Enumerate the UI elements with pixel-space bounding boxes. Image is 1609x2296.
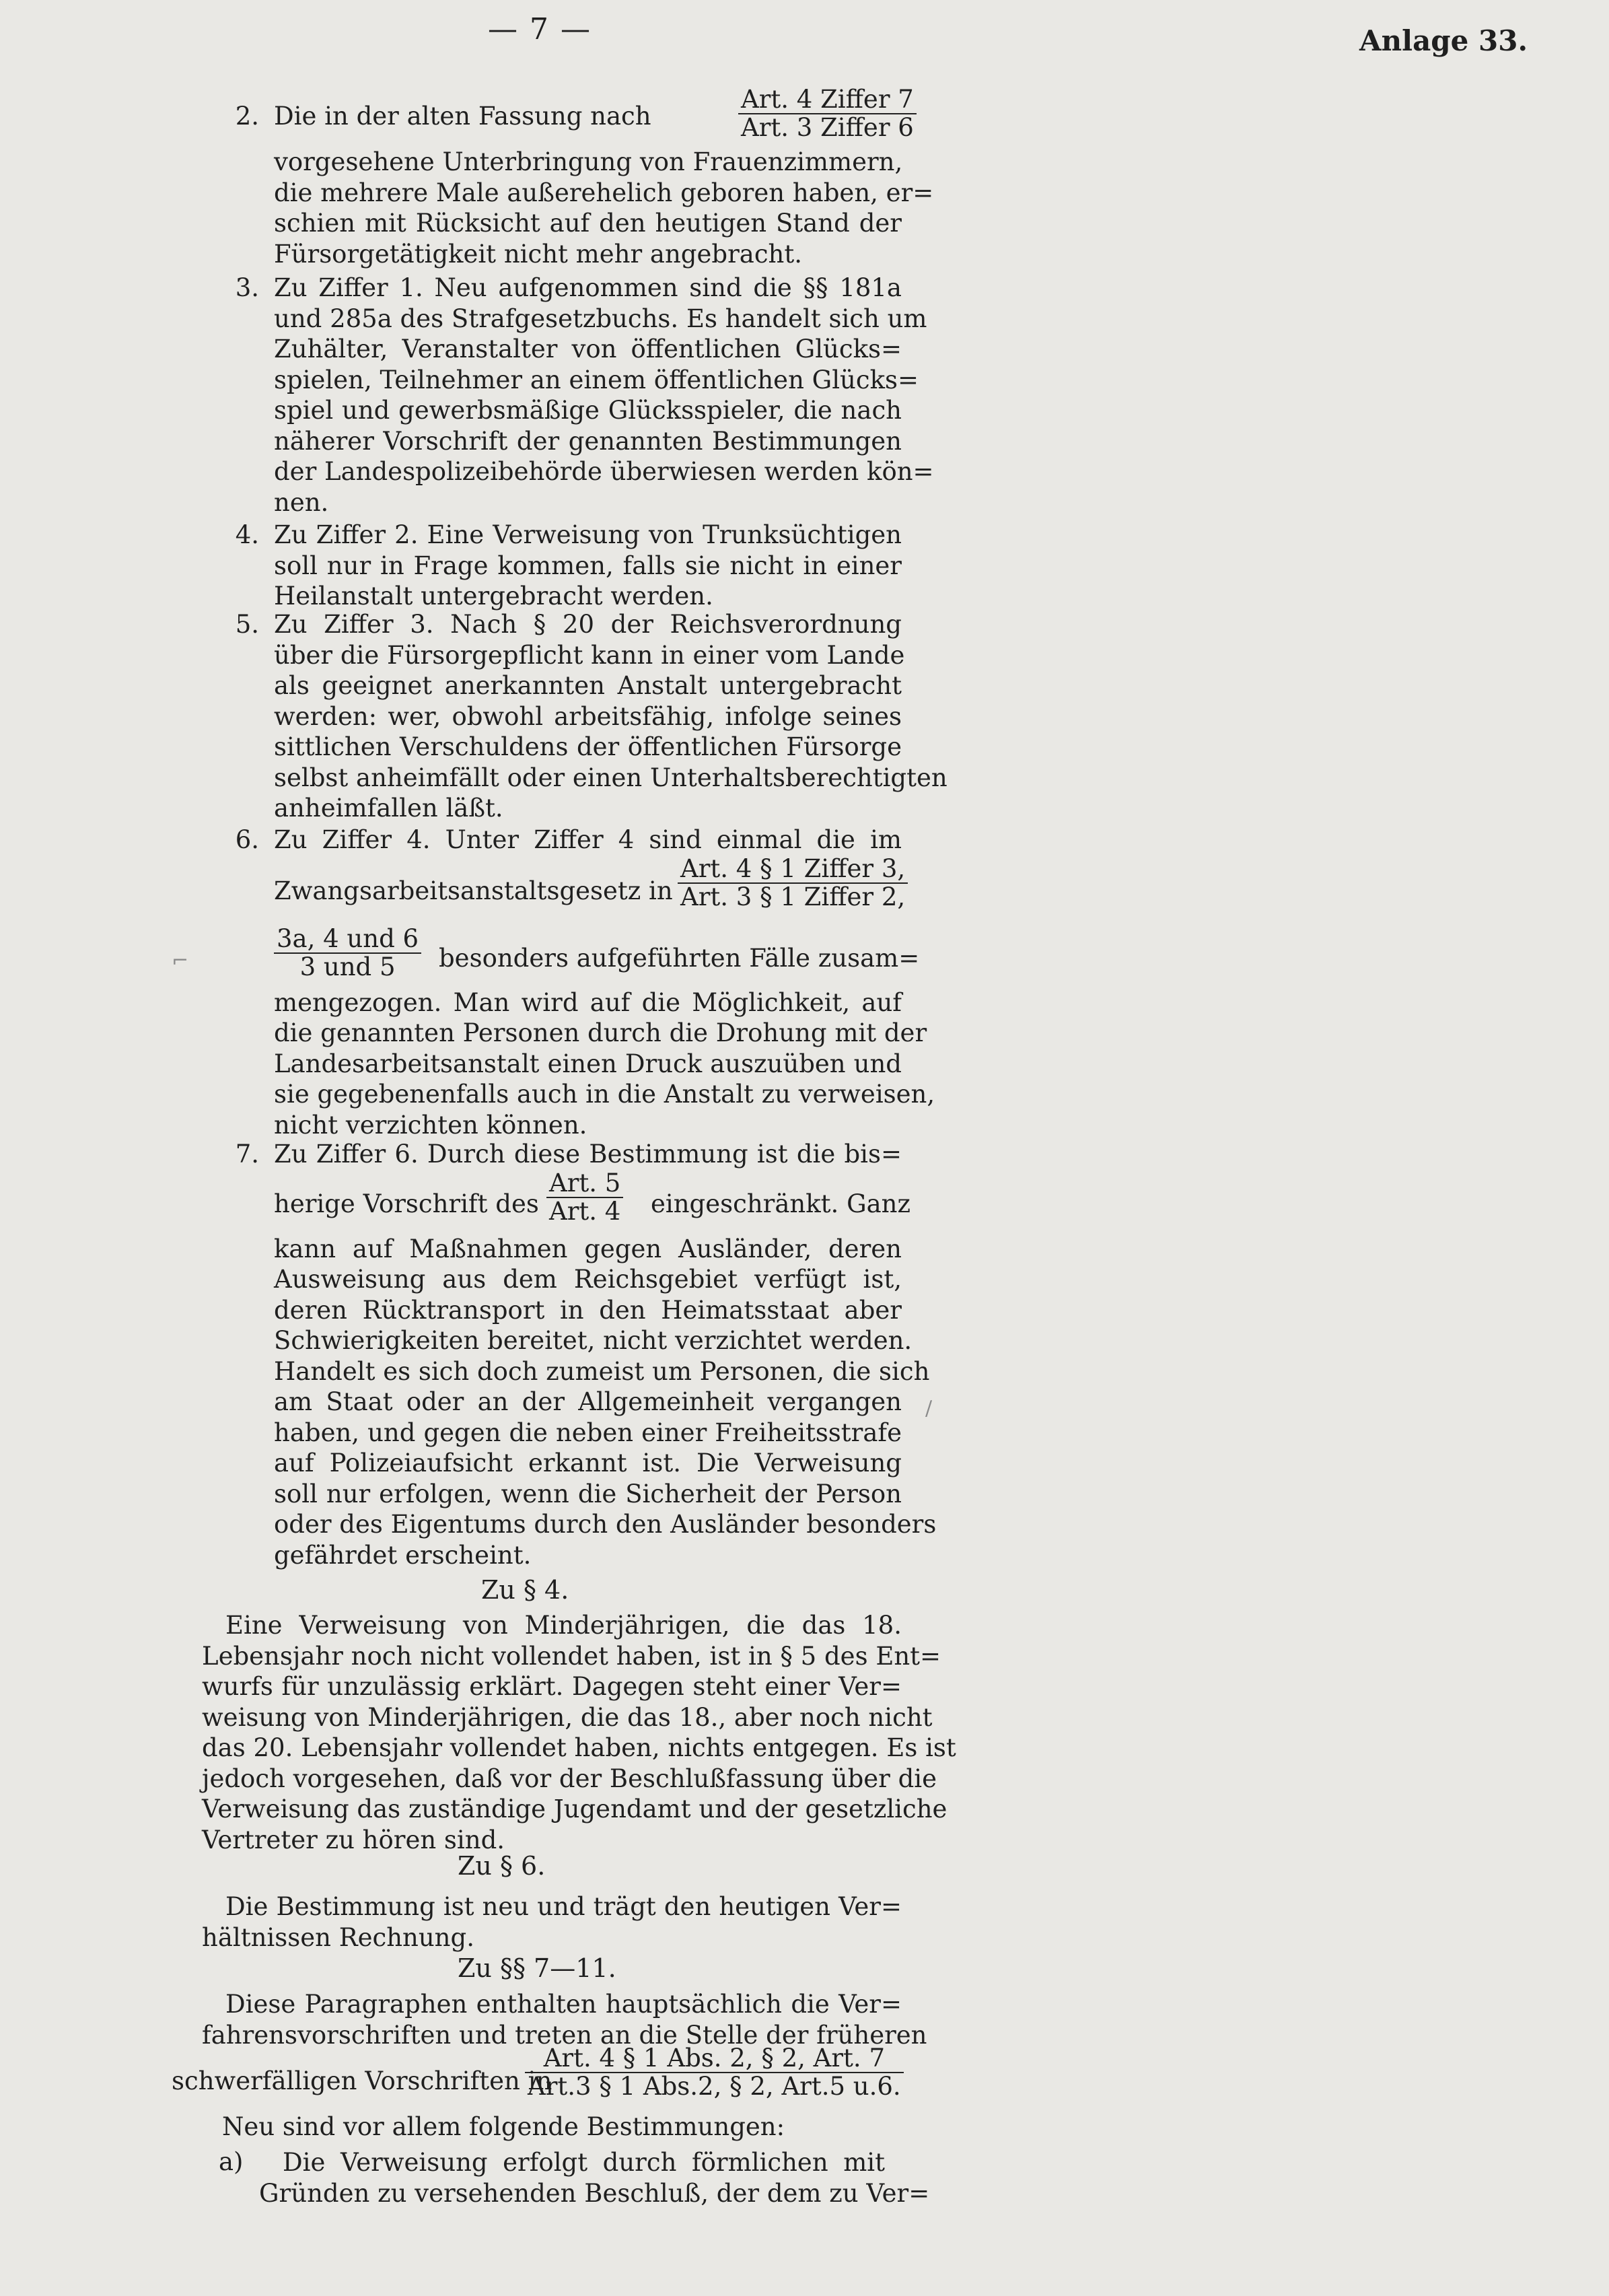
text-line: Vertreter zu hören sind. [202, 1825, 505, 1854]
text-line: Lebensjahr noch nicht vollendet haben, ist in § 5 des Ent= [202, 1641, 941, 1671]
text-line: Gründen zu versehenden Beschluß, der dem zu Ver= [259, 2178, 930, 2208]
text-line: Zuhälter, Veranstalter von öffentlichen Glücks= [274, 335, 902, 363]
text-line: vorgesehene Unterbringung von Frauenzimmern, [274, 147, 903, 176]
section-paragraph [202, 1610, 956, 1855]
text-line: oder des Eigentums durch den Ausländer besonders [274, 1510, 937, 1539]
text-line: auf Polizeiaufsicht erkannt ist. Die Verweisung [274, 1449, 902, 1477]
text-line: deren Rücktransport in den Heimatsstaat aber [274, 1295, 902, 1325]
item-text: Zwangsarbeitsanstaltsgesetz in [274, 876, 673, 905]
section-heading: Zu § 4. [481, 1575, 569, 1605]
text-line: gefährdet erscheint. [274, 1540, 532, 1570]
text-line: als geeignet anerkannten Anstalt untergebracht [274, 671, 902, 700]
sub-item-body [259, 2147, 930, 2208]
section-paragraph [202, 1989, 927, 2050]
text-line: Zu Ziffer 2. Eine Verweisung von Trunksüchtigen [274, 520, 902, 549]
text-line: der Landespolizeibehörde überwiesen werden kön= [274, 457, 934, 486]
text-line: Schwierigkeiten bereitet, nicht verzichtet werden. [274, 1326, 913, 1355]
item-text: Die in der alten Fassung nach [274, 102, 651, 131]
fraction-bottom: Art. 3 Ziffer 6 [741, 113, 914, 142]
section-heading: Zu § 6. [458, 1851, 546, 1881]
fraction-bottom: Art. 3 § 1 Ziffer 2, [680, 882, 906, 911]
stray-mark: / [925, 1397, 933, 1420]
fraction [274, 926, 421, 981]
text-line: Zu Ziffer 3. Nach § 20 der Reichsverordnung [274, 610, 902, 639]
text-line: schien mit Rücksicht auf den heutigen Stand der [274, 209, 902, 238]
fraction-top: Art. 4 Ziffer 7 [738, 86, 917, 114]
text-line: Fürsorgetätigkeit nicht mehr angebracht. [274, 239, 803, 269]
item-body [274, 825, 935, 1140]
text-line: Landesarbeitsanstalt einen Druck auszuüben und [274, 1049, 902, 1078]
fraction-bottom: Art.3 § 1 Abs.2, § 2, Art.5 u.6. [528, 2072, 901, 2101]
fraction-top: 3a, 4 und 6 [274, 926, 421, 954]
text-line: mengezogen. Man wird auf die Möglichkeit, auf [274, 987, 902, 1017]
item-number: 4. [235, 520, 259, 549]
stray-mark: ⌐ [172, 949, 189, 973]
text-line: fahrensvorschriften und treten an die Stelle der früheren [202, 2020, 927, 2050]
text-line: Zu Ziffer 4. Unter Ziffer 4 sind einmal die im [274, 825, 902, 854]
sub-item-label: a) [219, 2147, 244, 2176]
section-text: Neu sind vor allem folgende Bestimmungen: [222, 2112, 785, 2141]
item-text: herige Vorschrift des [274, 1189, 539, 1218]
item-body [274, 520, 902, 612]
item-text: besonders aufgeführten Fälle zusam= [439, 943, 920, 973]
fraction-top: Art. 4 § 1 Ziffer 3, [678, 856, 908, 884]
text-line: nen. [274, 487, 329, 517]
text-line: soll nur in Frage kommen, falls sie nicht in einer [274, 551, 902, 580]
text-line: Handelt es sich doch zumeist um Personen, die sich [274, 1356, 930, 1386]
text-line: nicht verzichten können. [274, 1110, 587, 1140]
fraction [738, 86, 917, 141]
text-line: die genannten Personen durch die Drohung mit der [274, 1018, 927, 1047]
text-line: soll nur erfolgen, wenn die Sicherheit der Person [274, 1479, 902, 1508]
text-line: Verweisung das zuständige Jugendamt und der gesetzliche [202, 1795, 947, 1823]
page-number: — 7 — [488, 12, 592, 46]
text-line: Zu Ziffer 1. Neu aufgenommen sind die §§ 181a [274, 273, 902, 302]
text-line: sie gegebenenfalls auch in die Anstalt zu verweisen, [274, 1080, 935, 1109]
text-line: Die Bestimmung ist neu und trägt den heutigen Ver= [225, 1892, 902, 1921]
item-number: 6. [235, 825, 259, 854]
text-line: weisung von Minderjährigen, die das 18., aber noch nicht [202, 1702, 933, 1732]
fraction-top: Art. 5 [546, 1170, 623, 1198]
fraction [546, 1170, 623, 1225]
text-line: Diese Paragraphen enthalten hauptsächlich die Ver= [225, 1990, 902, 2019]
text-line: das 20. Lebensjahr vollendet haben, nichts entgegen. Es ist [202, 1733, 956, 1762]
fraction-bottom: Art. 4 [549, 1196, 621, 1226]
text-line: kann auf Maßnahmen gegen Ausländer, deren [274, 1234, 902, 1263]
fraction [525, 2045, 904, 2100]
section-text: schwerfälligen Vorschriften in [172, 2066, 552, 2095]
item-body [274, 609, 947, 824]
text-line: jedoch vorgesehen, daß vor der Beschlußfassung über die [202, 1764, 937, 1793]
text-line: hältnissen Rechnung. [202, 1922, 474, 1952]
text-line: selbst anheimfällt oder einen Unterhaltsberechtigten [274, 763, 947, 792]
text-line: am Staat oder an der Allgemeinheit vergangen [274, 1387, 902, 1416]
text-line: Ausweisung aus dem Reichsgebiet verfügt ist, [274, 1265, 902, 1294]
text-line: wurfs für unzulässig erklärt. Dagegen steht einer Ver= [202, 1672, 902, 1701]
text-line: über die Fürsorgepflicht kann in einer vom Lande [274, 640, 905, 670]
text-line: haben, und gegen die neben einer Freiheitsstrafe [274, 1418, 902, 1447]
text-line: sittlichen Verschuldens der öffentlichen Fürsorge [274, 732, 902, 761]
section-heading: Zu §§ 7—11. [458, 1953, 616, 1983]
item-number: 5. [235, 610, 259, 639]
item-number: 3. [235, 273, 259, 302]
fraction-top: Art. 4 § 1 Abs. 2, § 2, Art. 7 [525, 2045, 904, 2073]
text-line: die mehrere Male außerehelich geboren haben, er= [274, 178, 934, 207]
text-line: Eine Verweisung von Minderjährigen, die das 18. [225, 1611, 902, 1640]
annex-label: Anlage 33. [1359, 24, 1528, 57]
item-text: eingeschränkt. Ganz [651, 1189, 911, 1218]
fraction-bottom: 3 und 5 [299, 952, 396, 981]
item-body [274, 273, 934, 518]
text-line: Zu Ziffer 6. Durch diese Bestimmung ist die bis= [274, 1140, 902, 1169]
section-paragraph [202, 1891, 902, 1953]
text-line: spielen, Teilnehmer an einem öffentlichen Glücks= [274, 365, 919, 394]
item-number: 2. [235, 102, 259, 131]
item-number: 7. [235, 1140, 259, 1169]
text-line: spiel und gewerbsmäßige Glücksspieler, die nach [274, 396, 902, 425]
fraction [678, 856, 908, 911]
text-line: und 285a des Strafgesetzbuchs. Es handelt sich um [274, 304, 927, 333]
item-body [274, 1139, 937, 1570]
item-body [274, 85, 934, 269]
text-line: anheimfallen läßt. [274, 794, 503, 823]
text-line: Die Verweisung erfolgt durch förmlichen mit [283, 2148, 885, 2177]
text-line: werden: wer, obwohl arbeitsfähig, infolge seines [274, 701, 902, 731]
text-line: Heilanstalt untergebracht werden. [274, 582, 713, 611]
text-line: näherer Vorschrift der genannten Bestimmungen [274, 426, 902, 456]
